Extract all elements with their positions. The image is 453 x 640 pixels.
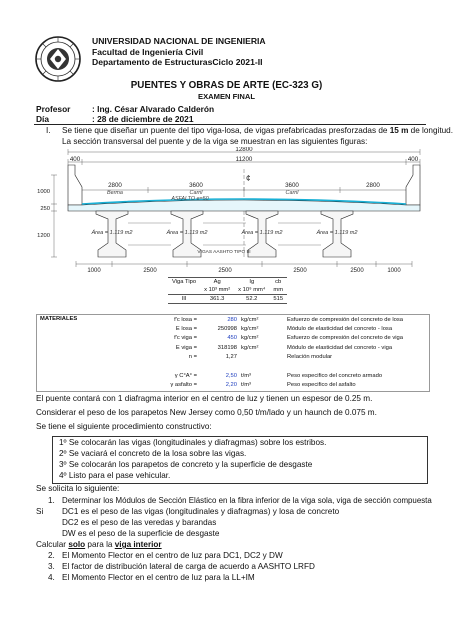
- item-3-number: 3.: [48, 562, 55, 571]
- dim-bottom-2: 2500: [143, 268, 157, 273]
- material-description: Relación modular: [287, 354, 333, 361]
- dc1-definition: DC1 es el peso de las vigas (longitudinales y diafragmas) y losa de concreto: [62, 507, 340, 516]
- material-description: Peso especifico del concreto armado: [287, 373, 383, 380]
- beam-area-1: Área = 1.119 m2: [91, 230, 133, 236]
- material-name: γ asfalto =: [170, 382, 197, 389]
- question-text-pre: Se tiene que diseñar un puente del tipo viga-losa, de vigas prefabricadas presforzadas de: [62, 126, 390, 135]
- cell-ag: 361.3: [209, 296, 225, 302]
- item-1-number: 1.: [48, 496, 55, 505]
- material-name: [133, 362, 199, 371]
- dc2-definition: DC2 es el peso de las veredas y barandas: [62, 518, 217, 527]
- professor-label: Profesor: [36, 104, 71, 114]
- material-name: f'c losa =: [174, 316, 197, 323]
- material-description: Esfuerzo de compresión del concreto de losa: [287, 316, 404, 323]
- beam-properties-table: [168, 277, 287, 304]
- table-header-row: [168, 278, 287, 287]
- material-value: 318198: [217, 344, 237, 351]
- header-beam-type: Viga Tipo: [172, 279, 197, 285]
- beam-type-label: VIGAS AASHTO TIPO III: [197, 250, 251, 255]
- materials-table: [133, 315, 405, 390]
- dim-left-parapet: 400: [69, 156, 81, 163]
- exam-title: EXAMEN FINAL: [198, 92, 255, 101]
- cell-beam-type: III: [181, 296, 187, 302]
- materials-box: [36, 314, 430, 392]
- dim-bottom-5: 2500: [350, 268, 364, 273]
- material-name: E viga =: [175, 344, 197, 351]
- table-row: [133, 381, 405, 390]
- table-row: [133, 343, 405, 352]
- centerline-mark: ¢: [246, 174, 251, 183]
- cell-ig: 52.2: [246, 296, 258, 302]
- bridge-cross-section-drawing: [30, 147, 430, 273]
- question-numeral: I.: [46, 126, 51, 135]
- material-unit: [239, 353, 277, 362]
- table-row: [133, 362, 405, 371]
- item-1-text: Determinar los Módulos de Sección Elástico en la fibra inferior de la viga sola, viga de sección compuesta: [62, 496, 432, 505]
- paragraph-procedure-intro: Se tiene el siguiente procedimiento constructivo:: [36, 422, 212, 431]
- table-row: [133, 334, 405, 343]
- calc-pre: Calcular: [36, 540, 69, 549]
- material-unit: kg/cm²: [241, 316, 259, 323]
- request-intro: Se solicita lo siguiente:: [36, 484, 120, 493]
- material-name: γ C°A° =: [174, 373, 197, 380]
- material-name: f'c viga =: [174, 335, 197, 342]
- dim-bottom-1: 1000: [87, 268, 101, 273]
- header-department: Departamento de EstructurasCiclo 2021-II: [92, 57, 263, 67]
- dim-parapet-height: 1000: [37, 189, 50, 195]
- item-4-number: 4.: [48, 573, 55, 582]
- header-divider: [34, 124, 426, 125]
- dim-right-parapet: 400: [407, 156, 419, 163]
- material-name: E losa =: [175, 326, 197, 333]
- beam-area-2: Área = 1.119 m2: [166, 230, 208, 236]
- material-value: 1,27: [225, 354, 237, 361]
- dim-slab-thickness: 250: [40, 206, 50, 212]
- unit-ig: x 10⁹ mm⁴: [238, 287, 266, 293]
- material-value: 2,20: [225, 382, 237, 389]
- question-length: 15 m: [389, 126, 409, 135]
- material-unit: kg/cm²: [241, 326, 259, 333]
- dim-total-width: 12800: [235, 147, 253, 153]
- header-university: UNIVERSIDAD NACIONAL DE INGENIERIA: [92, 36, 266, 46]
- table-row: [133, 371, 405, 380]
- calc-solo: solo: [68, 540, 86, 549]
- materials-title: MATERIALES: [40, 316, 78, 322]
- date-label: Día: [36, 114, 50, 124]
- calc-mid: para la: [85, 540, 115, 549]
- dim-bottom-3: 2500: [218, 268, 232, 273]
- material-description: Módulo de elasticidad del concreto - losa: [287, 326, 393, 333]
- item-2-number: 2.: [48, 551, 55, 560]
- beam-area-3: Área = 1.119 m2: [241, 230, 283, 236]
- unit-ag: x 10³ mm²: [204, 287, 231, 293]
- procedure-step-3: 3º Se colocarán los parapetos de concreto y la superficie de desgaste: [59, 460, 313, 469]
- calc-interior-beam: viga interior: [114, 540, 162, 549]
- material-value: 280: [227, 316, 237, 323]
- si-label: Si: [36, 507, 44, 516]
- material-unit: kg/cm²: [241, 344, 259, 351]
- dim-beam-height: 1200: [37, 233, 50, 239]
- dw-definition: DW es el peso de la superficie de desgaste: [62, 529, 220, 538]
- material-unit: t/m³: [241, 373, 251, 380]
- material-description: Módulo de elasticidad del concreto - viga: [287, 344, 393, 351]
- material-value: [199, 362, 239, 371]
- paragraph-parapets: Considerar el peso de los parapetos New Jersey como 0,50 t/m/lado y un haunch de 0.075 m.: [36, 408, 377, 417]
- procedure-step-2: 2º Se vaciará el concreto de la losa sobre las vigas.: [59, 449, 247, 458]
- dim-bottom-4: 2500: [293, 268, 307, 273]
- material-description: Esfuerzo de compresión del concreto de viga: [287, 335, 404, 342]
- cell-cb: 515: [273, 296, 284, 302]
- header-ig: Ig: [249, 279, 255, 285]
- table-row: [133, 324, 405, 333]
- question-text-post: de longitud.: [408, 126, 453, 135]
- material-unit: [239, 362, 277, 371]
- table-row: [133, 353, 405, 362]
- item-3-text: El factor de distribución lateral de carga de acuerdo a AASHTO LRFD: [62, 562, 315, 571]
- dim-roadway-width: 11200: [235, 156, 253, 163]
- material-description: [277, 362, 405, 371]
- table-row: [168, 295, 287, 304]
- item-4-text: El Momento Flector en el centro de luz para la LL+IM: [62, 573, 255, 582]
- dim-shoulder-right: 2800: [366, 182, 380, 189]
- university-seal-logo: [34, 34, 82, 84]
- course-title: PUENTES Y OBRAS DE ARTE (EC-323 G): [130, 80, 323, 91]
- dim-lane-right: 3600: [285, 182, 299, 189]
- table-row: [133, 315, 405, 324]
- procedure-step-4: 4º Listo para el pase vehicular.: [59, 471, 171, 480]
- calc-instruction: [36, 540, 162, 551]
- item-2-text: El Momento Flector en el centro de luz para DC1, DC2 y DW: [62, 551, 283, 560]
- header-cb: cb: [275, 279, 282, 285]
- material-name: n =: [188, 354, 197, 361]
- beam-area-4: Área = 1.119 m2: [316, 230, 358, 236]
- procedure-box: [52, 436, 428, 484]
- paragraph-diaphragm: El puente contará con 1 diafragma interior en el centro de luz y tienen un espesor de 0.25 m.: [36, 394, 373, 403]
- label-lane-right: Carril: [285, 190, 299, 196]
- material-unit: kg/cm²: [241, 335, 259, 342]
- dim-lane-left: 3600: [189, 182, 203, 189]
- question-figure-intro: La sección transversal del puente y de la viga se muestran en las siguientes figuras:: [62, 137, 368, 146]
- dim-bottom-6: 1000: [387, 268, 401, 273]
- material-value: 450: [227, 335, 237, 342]
- unit-cb: mm: [273, 287, 284, 293]
- header-faculty: Facultad de Ingeniería Civil: [92, 46, 204, 57]
- professor-value: : Ing. César Alvarado Calderón: [92, 104, 215, 114]
- table-units-row: [168, 286, 287, 295]
- procedure-step-1: 1º Se colocarán las vigas (longitudinales y diafragmas) sobre los estribos.: [59, 438, 327, 447]
- label-asphalt: ASFALTO e=50: [171, 196, 209, 202]
- question-intro: [62, 126, 453, 137]
- material-value: 2,50: [225, 373, 237, 380]
- date-value: : 28 de diciembre de 2021: [92, 114, 194, 124]
- header-ag: Ag: [213, 279, 221, 285]
- unit-beam-type: [168, 286, 200, 295]
- material-unit: t/m³: [241, 382, 251, 389]
- label-shoulder: Berma: [107, 190, 123, 196]
- material-value: 250998: [217, 326, 237, 333]
- dim-shoulder-left: 2800: [108, 182, 122, 189]
- material-description: Peso especifico del asfalto: [287, 382, 356, 389]
- label-lane-left: Carril: [189, 190, 203, 196]
